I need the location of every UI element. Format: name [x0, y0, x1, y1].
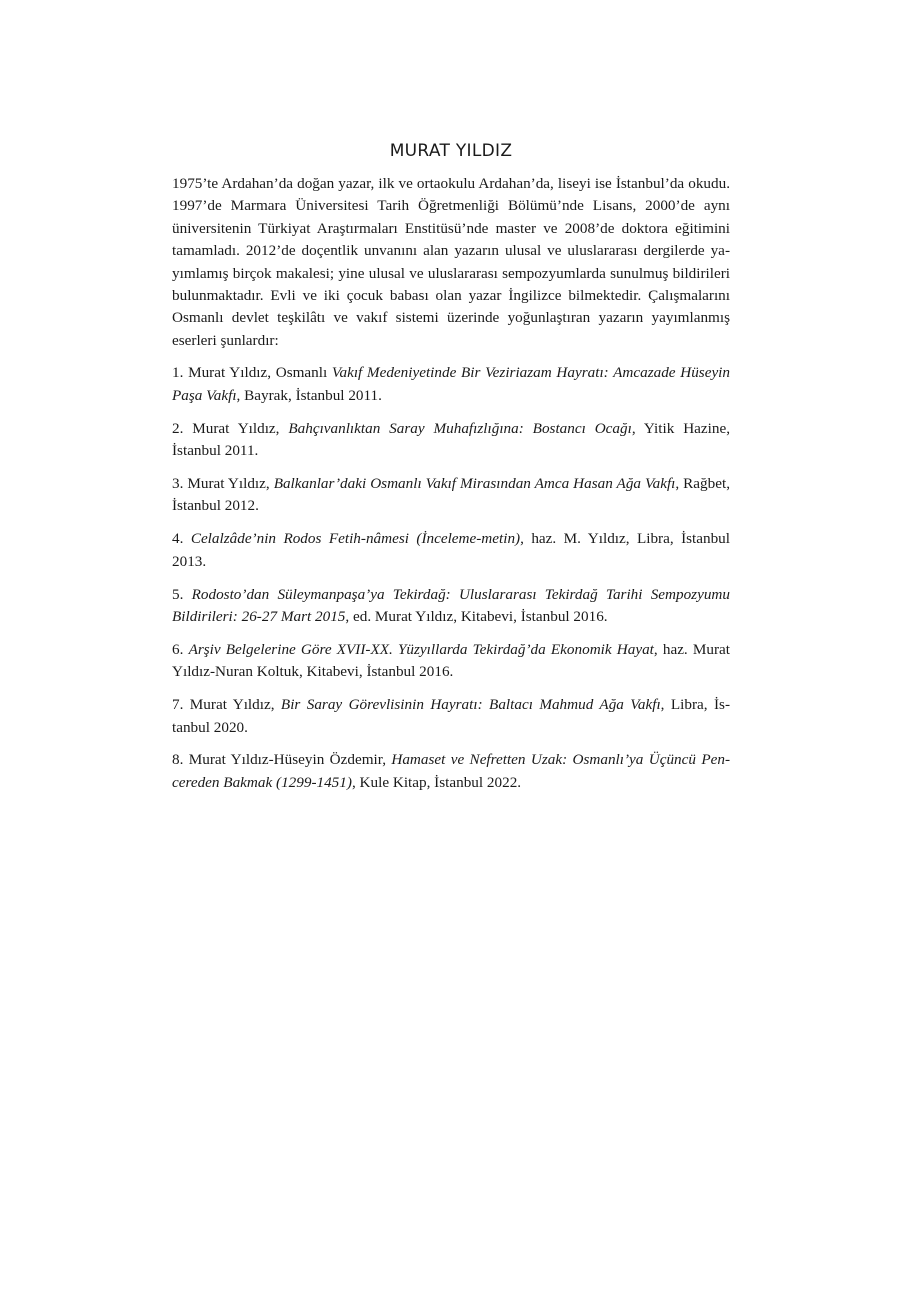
work-suffix: , ed. Murat Yıldız, Kitabevi, İstanbul 2016.: [345, 607, 608, 625]
work-title: Balkanlar’daki Osmanlı Vakıf Mirasından Amca Hasan Ağa Vakfı: [273, 474, 676, 492]
work-title: Vakıf Medeniyetinde Bir Veziriazam Hayratı: Amcazade Hüseyin Paşa Vakfı: [172, 364, 730, 404]
author-name-heading: MURAT YILDIZ: [389, 141, 513, 161]
work-prefix: 3. Murat Yıldız,: [172, 474, 274, 492]
work-item-4: [172, 528, 730, 573]
work-title: Bahçıvanlıktan Saray Muhafızlığına: Bostancı Ocağı: [288, 419, 632, 437]
work-suffix: , Rağbet, İstanbul 2012.: [172, 474, 730, 515]
work-title: Celalzâde’nin Rodos Fetih-nâmesi (İnceleme-metin): [190, 530, 521, 548]
work-prefix: 4.: [172, 530, 191, 548]
work-item-8: [172, 749, 730, 794]
work-prefix: 8. Murat Yıldız-Hüseyin Özdemir,: [172, 751, 392, 769]
work-item-3: [172, 473, 730, 518]
work-title: Arşiv Belgelerine Göre XVII-XX. Yüzyıllarda Tekirdağ’da Ekonomik Hayat: [188, 640, 654, 658]
work-item-5: [172, 584, 730, 629]
work-suffix: , Yitik Hazine, İstanbul 2011.: [172, 419, 730, 459]
work-prefix: 7. Murat Yıldız,: [172, 696, 281, 714]
work-prefix: 1. Murat Yıldız, Osmanlı: [172, 364, 332, 382]
work-suffix: , Bayrak, İstanbul 2011.: [236, 386, 382, 404]
work-item-1: [172, 362, 730, 407]
work-suffix: , Libra, İstanbul 2020.: [172, 696, 730, 736]
work-suffix: , Kule Kitap, İstanbul 2022.: [351, 773, 522, 791]
work-prefix: 6.: [172, 640, 189, 658]
work-item-2: [172, 418, 730, 463]
works-list: [172, 362, 730, 794]
work-title: Hamaset ve Nefretten Uzak: Osmanlı’ya Üçüncü Pencereden Bakmak (1299-1451): [172, 751, 731, 791]
work-title: Bir Saray Görevlisinin Hayratı: Baltacı Mahmud Ağa Vakfı: [280, 696, 661, 714]
work-item-6: [172, 639, 730, 684]
work-prefix: 2. Murat Yıldız,: [172, 419, 289, 437]
work-item-7: [172, 694, 730, 739]
author-bio-page: [172, 138, 730, 805]
biography-paragraph: 1975’te Ardahan’da doğan yazar, ilk ve ortaokulu Ardahan’da, liseyi ise İstanbul’da okudu. 1997’de Marmara Üniversitesi Tarih Öğretmenliği Bölümü’nde Lisans, 2000’de aynı üniversitenin Türkiyat Araştırmaları Enstitüsü’nde master ve 2008’de doktora eğitimini tamamladı. 2012’de doçentlik unvanını alan yazarın ulusal ve uluslararası dergilerde yayımlamış birçok makalesi; yine ulusal ve uluslararası sempozyumlarda sunulmuş bildirileri bulunmaktadır. Evli ve iki çocuk babası olan yazar İngilizce bilmektedir. Çalışmalarını Osmanlı devlet teşkilâtı ve vakıf sistemi üzerinde yoğunlaştıran yazarın yayımlanmış eserleri şunlardır:: [172, 175, 730, 349]
work-prefix: 5.: [172, 585, 192, 603]
work-suffix: , haz. Murat Yıldız-Nuran Koltuk, Kitabevi, İstanbul 2016.: [172, 640, 731, 681]
work-title: Rodosto’dan Süleymanpaşa’ya Tekirdağ: Uluslararası Tekirdağ Tarihi Sempozyumu Bildirileri: 26-27 Mart 2015: [172, 585, 730, 625]
work-suffix: , haz. M. Yıldız, Libra, İstanbul 2013.: [172, 530, 730, 570]
